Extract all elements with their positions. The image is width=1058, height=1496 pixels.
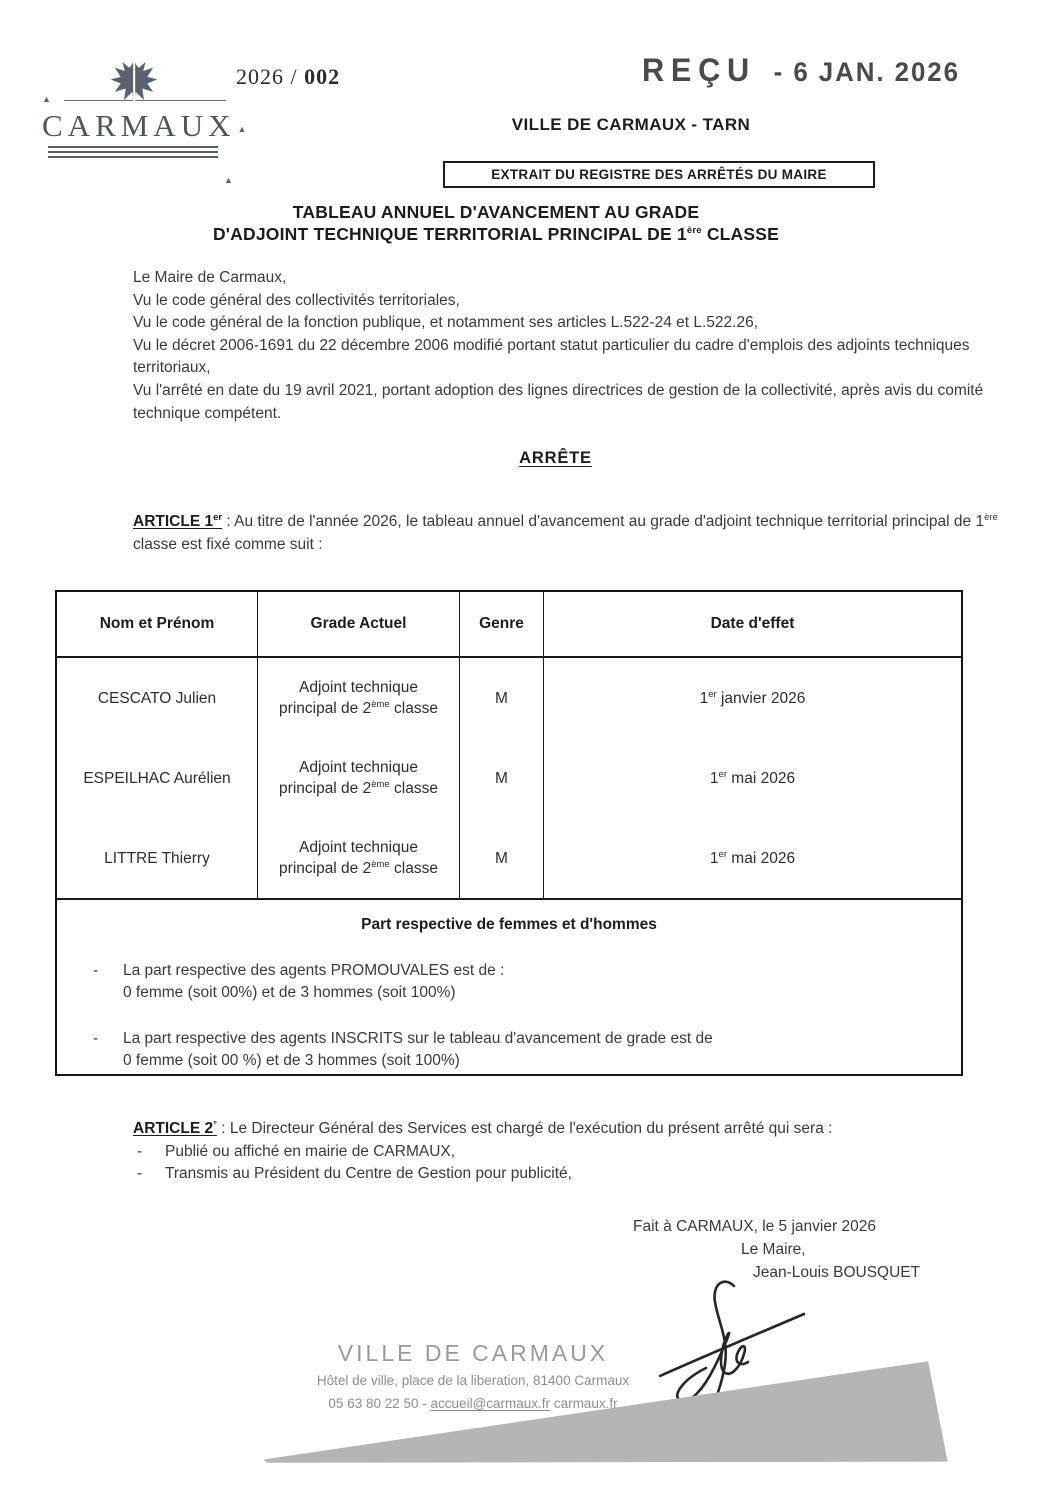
- agent-grade: Adjoint technique principal de 2ème classe: [258, 818, 460, 898]
- parity-item: [57, 960, 961, 1004]
- article-1-label: ARTICLE 1er: [133, 511, 223, 530]
- carmaux-logo: [42, 56, 247, 185]
- agent-genre: M: [460, 738, 544, 818]
- column-header-grade: Grade Actuel: [258, 592, 460, 658]
- footer: [238, 1340, 708, 1413]
- article-2-item-text: Publié ou affiché en mairie de CARMAUX,: [165, 1142, 456, 1160]
- article-1: [133, 511, 1005, 556]
- table-header-row: [57, 592, 961, 658]
- preamble-line: Vu le code général de la fonction publique, et notamment ses articles L.522-24 et L.522.26,: [133, 314, 759, 332]
- table-row: [57, 738, 961, 818]
- footer-separator: -: [422, 1396, 427, 1411]
- parity-item-line1: La part respective des agents PROMOUVALES est de :: [123, 962, 505, 979]
- document-title: [128, 201, 864, 245]
- agent-name: ESPEILHAC Aurélien: [57, 738, 258, 818]
- article-2-text: : Le Directeur Général des Services est chargé de l'exécution du présent arrêté qui sera :: [216, 1120, 833, 1137]
- arrete-heading: ARRÊTE: [519, 449, 592, 467]
- doc-number-value: 002: [304, 64, 341, 89]
- agent-grade: Adjoint technique principal de 2ème classe: [258, 738, 460, 818]
- article-2-item: [133, 1163, 1005, 1186]
- table-row: [57, 818, 961, 898]
- parity-section: [57, 898, 961, 1074]
- logo-name-row: [42, 108, 247, 144]
- dash-marker: -: [93, 962, 99, 979]
- triangle-icon: ▲: [42, 94, 51, 104]
- footer-website: carmaux.fr: [553, 1396, 618, 1411]
- article-2-item-text: Transmis au Président du Centre de Gestion pour publicité,: [165, 1165, 572, 1183]
- advancement-table: [55, 590, 963, 1076]
- agent-genre: M: [460, 658, 544, 738]
- extract-register-box: EXTRAIT DU REGISTRE DES ARRÊTÉS DU MAIRE: [443, 161, 875, 188]
- title-line-1: TABLEAU ANNUEL D'AVANCEMENT AU GRADE: [292, 202, 700, 222]
- preamble-line: Vu l'arrêté en date du 19 avril 2021, portant adoption des lignes directrices de gestion de la collectivité, après avis du comité technique compétent.: [133, 381, 984, 422]
- dash-marker: -: [137, 1142, 143, 1160]
- doc-number-year: 2026: [236, 64, 284, 89]
- logo-wordmark: CARMAUX: [42, 108, 236, 143]
- article-2: [133, 1118, 1005, 1186]
- agent-grade: Adjoint technique principal de 2ème classe: [258, 658, 460, 738]
- footer-address: Hôtel de ville, place de la liberation, 81400 Carmaux: [316, 1373, 630, 1388]
- title-line-2: D'ADJOINT TECHNIQUE TERRITORIAL PRINCIPAL DE 1ère CLASSE: [212, 224, 780, 244]
- preamble-line: Vu le décret 2006-1691 du 22 décembre 2006 modifié portant statut particulier du cadre d'emplois des adjoints techniques territoriaux,: [133, 336, 970, 377]
- footer-city-name: VILLE DE CARMAUX: [337, 1340, 609, 1366]
- signature-name: Jean-Louis BOUSQUET: [753, 1264, 921, 1281]
- parity-title: Part respective de femmes et d'hommes: [361, 916, 657, 933]
- article-2-items: [133, 1141, 1005, 1186]
- received-stamp: [642, 52, 960, 89]
- stamp-date: - 6 JAN. 2026: [773, 57, 960, 87]
- document-number: [236, 64, 340, 90]
- dash-marker: -: [93, 1030, 99, 1047]
- doc-number-separator: /: [290, 64, 298, 89]
- triangle-icon: ▲: [237, 124, 247, 134]
- parity-item-line2: 0 femme (soit 00 %) et de 3 hommes (soit 100%): [123, 1052, 460, 1069]
- parity-item-line1: La part respective des agents INSCRITS sur le tableau d'avancement de grade est de: [123, 1030, 713, 1047]
- article-2-label: ARTICLE 2°: [133, 1118, 217, 1137]
- agent-name: CESCATO Julien: [57, 658, 258, 738]
- preamble: [133, 267, 1005, 425]
- agent-date: 1er mai 2026: [709, 848, 796, 867]
- dash-marker: -: [137, 1165, 143, 1183]
- stamp-word: REÇU: [642, 52, 756, 88]
- article-2-item: [133, 1141, 1005, 1164]
- agent-date: 1er mai 2026: [709, 768, 796, 787]
- leaf-icon: [108, 56, 160, 111]
- signature-place-date: Fait à CARMAUX, le 5 janvier 2026: [633, 1218, 876, 1235]
- logo-rules: [48, 146, 218, 158]
- parity-items: [57, 960, 961, 1072]
- column-header-date: Date d'effet: [544, 592, 961, 658]
- agent-date: 1er janvier 2026: [699, 688, 806, 707]
- parity-item: [57, 1028, 961, 1072]
- agent-genre: M: [460, 818, 544, 898]
- footer-email: accueil@carmaux.fr: [430, 1396, 551, 1411]
- column-header-nom: Nom et Prénom: [57, 592, 258, 658]
- preamble-line: Vu le code général des collectivités territoriales,: [133, 291, 460, 309]
- footer-phone: 05 63 80 22 50: [328, 1396, 419, 1411]
- footer-contact: [238, 1395, 708, 1413]
- column-header-genre: Genre: [460, 592, 544, 658]
- parity-item-line2: 0 femme (soit 00%) et de 3 hommes (soit 100%): [123, 984, 456, 1001]
- article-1-text: : Au titre de l'année 2026, le tableau annuel d'avancement au grade d'adjoint technique territorial principal de 1ère classe est fixé comme suit :: [133, 511, 998, 553]
- logo-top-row: [42, 56, 232, 106]
- agent-name: LITTRE Thierry: [57, 818, 258, 898]
- signature-role: Le Maire,: [741, 1241, 806, 1258]
- triangle-icon: ▲: [224, 175, 233, 185]
- table-row: [57, 658, 961, 738]
- city-line: VILLE DE CARMAUX - TARN: [511, 115, 751, 134]
- preamble-line: Le Maire de Carmaux,: [133, 269, 287, 286]
